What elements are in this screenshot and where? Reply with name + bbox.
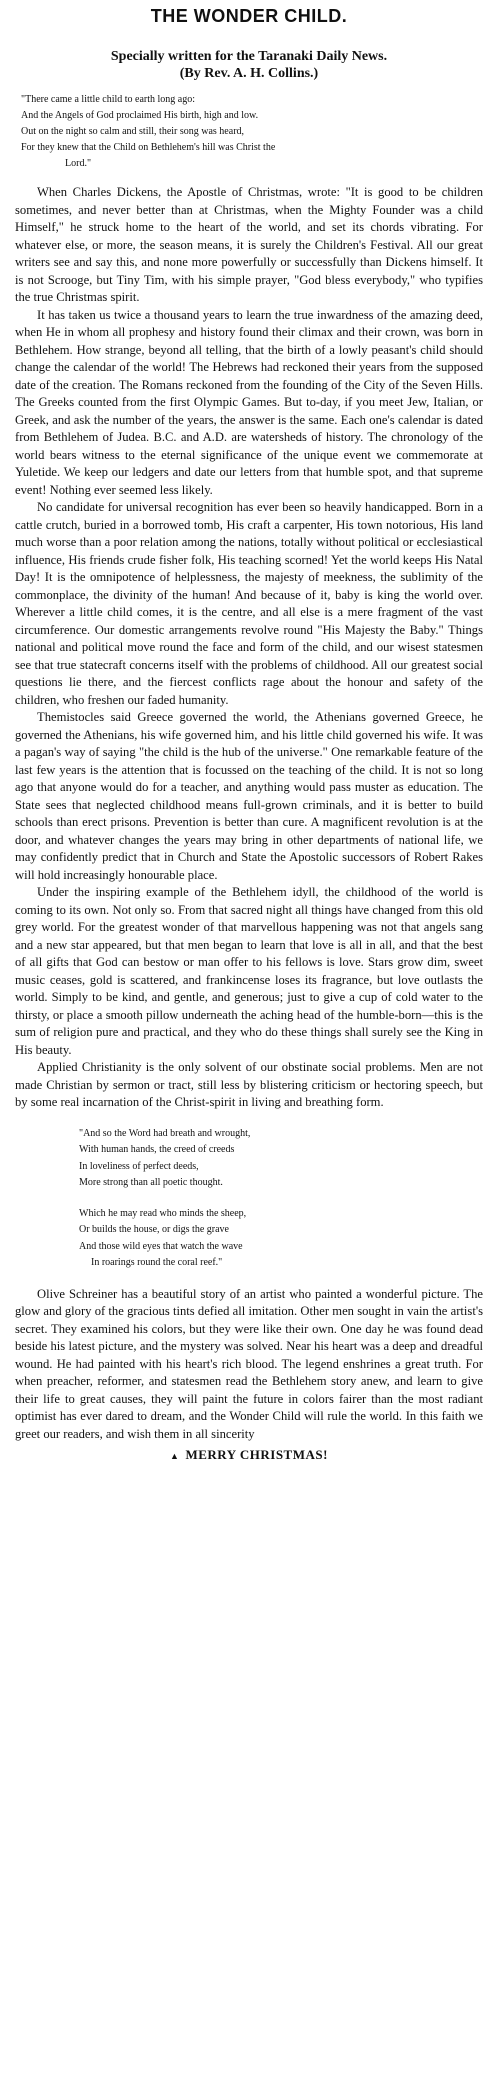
body-paragraph: No candidate for universal recognition has ever been so heavily handicapped. Born in a cattle crutch, buried in a borrowed tomb, His craft a carpenter, His town notorious, His land much worse than a poor relation among the nations, totally without political or ecclesiastical influence, His friends crude fisher folk, His teaching scorned! Yet the world keeps His Natal Day! It is the omnipotence of helplessness, the majesty of meekness, the sublimity of the commonplace, the divinity of the human! And because of it, baby is king the world over. Wherever a little child comes, it is the centre, and all else is a mere fragment of the vast circumference. Our domestic arrangements revolve round "His Majesty the Baby." Things national and political move round the face and form of the child, and our wisest statesmen see that true statecraft concerns itself with the problems of childhood. All our greatest social questions lie there, and the fiercest conflicts rage about the honour and safety of the children, who freshen our faded humanity.: [15, 500, 483, 707]
byline: (By Rev. A. H. Collins.): [179, 66, 319, 81]
verse-line: And the Angels of God proclaimed His birth, high and low.: [21, 110, 259, 121]
poem-line: Or builds the house, or digs the grave: [79, 1224, 229, 1235]
poem-quote: [79, 1126, 483, 1272]
poem-line: More strong than all poetic thought.: [79, 1177, 223, 1188]
poem-line: Which he may read who minds the sheep,: [79, 1207, 247, 1219]
headline: THE WONDER CHILD.: [150, 6, 348, 26]
body-paragraph: Under the inspiring example of the Bethlehem idyll, the childhood of the world is coming to its own. Not only so. From that sacred night all things have changed from this old grey world. For the greatest wonder of that marvellous happening was not that angels sang and a new star appeared, but that men began to learn that love is all in all, and that the best of all gifts that God can bestow or man offer to his fellows is love. Stars grow dim, sweet music ceases, gold is scattered, and frankincense loses its fragrance, but love outlasts the world. Simply to be kind, and gentle, and generous; just to give a cup of cold water to the thirsty, or place a smooth pillow underneath the aching head of the humble-born—this is the sum of religion pure and practical, and they who do these things shall surely see the King in His beauty.: [15, 885, 483, 1057]
poem-line: With human hands, the creed of creeds: [79, 1144, 235, 1155]
star-ornament-icon: ▲: [170, 1451, 180, 1461]
poem-line: And those wild eyes that watch the wave: [79, 1240, 243, 1252]
body-paragraph: Applied Christianity is the only solvent of our obstinate social problems. Men are not made Christian by sermon or tract, still less by blistering criticism or hectoring speech, but by some real incarnation of the Christ-spirit in living and breathing form.: [15, 1060, 483, 1109]
verse-line: For they knew that the Child on Bethlehem's hill was Christ the: [21, 142, 276, 153]
closing-greeting: [15, 1447, 483, 1463]
body-paragraph: When Charles Dickens, the Apostle of Christmas, wrote: "It is good to be children sometimes, and never better than at Christmas, when the Mighty Founder was a child Himself," he struck home to the heart of the world, and set its chords vibrating. For whatever else, or more, the season means, it is surely the Children's Festival. All our great writers see and say this, and none more powerfully or successfully than Dickens himself. It is not Scrooge, but Tiny Tim, with his simple prayer, "God bless everybody," who typifies the true Christmas spirit.: [15, 185, 483, 304]
verse-line: Lord.": [65, 158, 92, 169]
final-paragraph: Olive Schreiner has a beautiful story of an artist who painted a wonderful picture. The glow and glory of the gracious tints defied all imitation. Other men sought in vain the artist's secret. They examined his colors, but they were like their own. One day he was found dead beside his latest picture, and the mystery was solved. Near his heart was a deep and dreadful wound. He had painted with his heart's rich blood. The legend enshrines a great truth. For when preacher, reformer, and statesmen read the Bethlehem story anew, and learn to give their life to great causes, they will paint the future in colors fairer than the most radiant optimist has ever dared to dream, and the Wonder Child will rule the world. In this faith we greet our readers, and wish them in all sincerity: [15, 1286, 483, 1441]
poem-stanza: [79, 1126, 483, 1192]
verse-line: Out on the night so calm and still, their song was heard,: [21, 126, 245, 137]
article: [15, 0, 483, 1463]
body-paragraph: Themistocles said Greece governed the world, the Athenians governed Greece, he governed the Athenians, his wife governed him, and his little child governed his wife. It was a pagan's way of saying "the child is the hub of the universe." One remarkable feature of the last few years is the attention that is focussed on the teaching of the child. It is not so long ago that anyone would do for a teacher, and anything would pass muster as education. The State sees that neglected childhood means full-grown criminals, and it is better to build schools than erect prisons. Prevention is better than cure. A magnificent revolution is at the door, and whatever changes the years may bring in other departments of national life, we may confidently predict that in Church and State the Apostolic successors of Robert Rakes will hold increasingly honourable place.: [15, 710, 483, 882]
poem-line: "And so the Word had breath and wrought,: [79, 1127, 251, 1139]
closing-text: MERRY CHRISTMAS!: [185, 1447, 328, 1462]
poem-line: In roarings round the coral reef.": [91, 1257, 223, 1268]
poem-stanza: [79, 1206, 483, 1272]
poem-line: In loveliness of perfect deeds,: [79, 1160, 199, 1172]
subtitle: Specially written for the Taranaki Daily News.: [110, 49, 388, 64]
article-body: [15, 184, 483, 1112]
verse-line: "There came a little child to earth long ago:: [21, 94, 196, 105]
body-paragraph: It has taken us twice a thousand years to learn the true inwardness of the amazing deed, when He in whom all prophesy and history found their climax and their crown, was born in Bethlehem. How strange, beyond all telling, that the birth of a lowly peasant's child should change the calendar of the world! The Hebrews had reckoned their years from the supposed date of the creation. The Romans reckoned from the founding of the City of the Seven Hills. The Greeks counted from the first Olympic Games. But to-day, if you meet Jew, Italian, or Greek, and ask the number of the years, the answer is the same. Each one's calendar is dated from Bethlehem of Judea. B.C. and A.D. are watersheds of history. The chronology of the world bears witness to the eternal significance of the unique event we commemorate at Yuletide. We keep our ledgers and date our letters from that humble spot, and that supreme event! Nothing ever seemed less likely.: [15, 307, 483, 497]
opening-verse: [15, 92, 483, 172]
